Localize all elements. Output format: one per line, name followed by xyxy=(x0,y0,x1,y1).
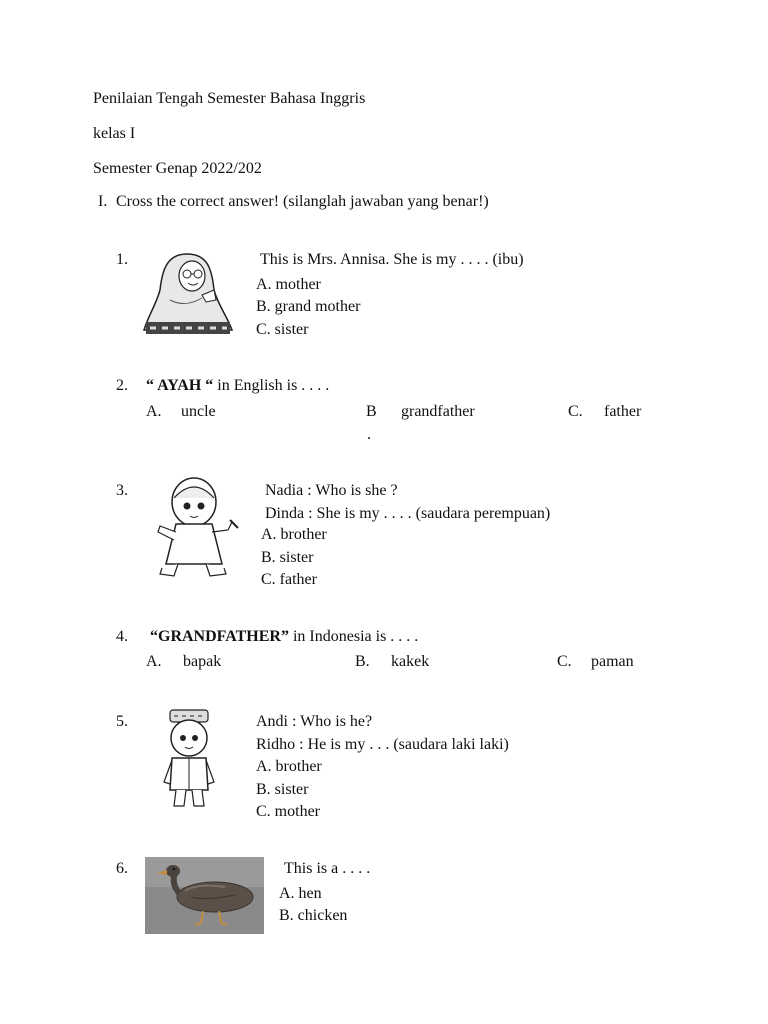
hijab-woman-picture xyxy=(140,250,235,340)
dialogue-line-2: Dinda : She is my . . . . (saudara perempuan) xyxy=(265,505,551,522)
prompt-rest: in English is . . . . xyxy=(213,377,330,394)
option-c-text[interactable]: paman xyxy=(591,653,634,670)
question-prompt: This is Mrs. Annisa. She is my . . . . (ibu) xyxy=(260,251,524,268)
dialogue-line-1: Nadia : Who is she ? xyxy=(265,482,398,499)
question-number: 2. xyxy=(116,377,128,394)
option-b[interactable]: B. sister xyxy=(256,781,309,798)
option-b-text[interactable]: grandfather xyxy=(401,403,475,420)
boy-picture xyxy=(160,708,218,810)
option-b[interactable]: B. grand mother xyxy=(256,298,361,315)
option-c-text[interactable]: father xyxy=(604,403,642,420)
question-number: 5. xyxy=(116,713,128,730)
girl-picture xyxy=(152,476,242,584)
keyword: “GRANDFATHER” xyxy=(150,628,289,645)
question-prompt: This is a . . . . xyxy=(284,860,371,877)
question-number: 4. xyxy=(116,628,128,645)
semester-label: Semester Genap 2022/202 xyxy=(93,160,262,177)
option-b-text[interactable]: kakek xyxy=(391,653,430,670)
option-c[interactable]: C. mother xyxy=(256,803,320,820)
class-label: kelas I xyxy=(93,125,136,142)
option-c-letter[interactable]: C. xyxy=(557,653,572,670)
option-b[interactable]: B. chicken xyxy=(279,907,348,924)
question-number: 3. xyxy=(116,482,128,499)
option-c[interactable]: C. father xyxy=(261,571,317,588)
option-a[interactable]: A. brother xyxy=(256,758,322,775)
dialogue-line-1: Andi : Who is he? xyxy=(256,713,373,730)
option-c-letter[interactable]: C. xyxy=(568,403,583,420)
option-a-text[interactable]: uncle xyxy=(181,403,216,420)
option-b-letter[interactable]: B. xyxy=(355,653,370,670)
option-a[interactable]: A. brother xyxy=(261,526,327,543)
option-a[interactable]: A. hen xyxy=(279,885,322,902)
section-instruction: Cross the correct answer! (silanglah jawaban yang benar!) xyxy=(116,193,489,210)
question-number: 1. xyxy=(116,251,128,268)
option-b-letter[interactable]: B xyxy=(366,403,377,420)
option-a-letter[interactable]: A. xyxy=(146,403,162,420)
question-prompt xyxy=(150,627,418,647)
dialogue-line-2: Ridho : He is my . . . (saudara laki laki) xyxy=(256,736,509,753)
question-number: 6. xyxy=(116,860,128,877)
document-title: Penilaian Tengah Semester Bahasa Inggris xyxy=(93,90,366,107)
duck-photo xyxy=(145,857,264,934)
section-numeral: I. xyxy=(98,193,108,210)
question-prompt xyxy=(146,376,329,396)
option-a-text[interactable]: bapak xyxy=(183,653,222,670)
stray-period: . xyxy=(367,426,371,443)
option-c[interactable]: C. sister xyxy=(256,321,309,338)
prompt-rest: in Indonesia is . . . . xyxy=(288,628,419,645)
option-a[interactable]: A. mother xyxy=(256,276,321,293)
option-a-letter[interactable]: A. xyxy=(146,653,162,670)
keyword: “ AYAH “ xyxy=(146,377,214,394)
option-b[interactable]: B. sister xyxy=(261,549,314,566)
